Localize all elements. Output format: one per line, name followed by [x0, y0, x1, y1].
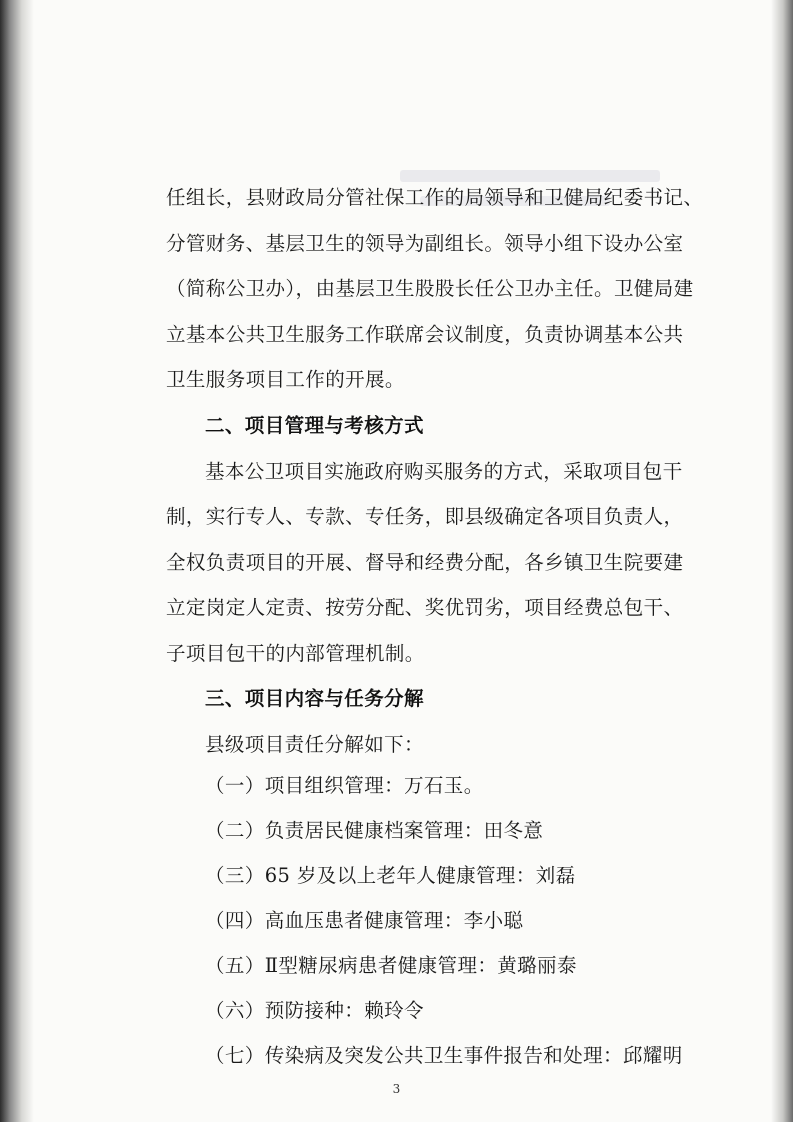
text-line: 分管财务、基层卫生的领导为副组长。领导小组下设办公室 — [166, 231, 684, 255]
section-heading: 二、项目管理与考核方式 — [205, 414, 424, 437]
text-line: 县级项目责任分解如下： — [205, 732, 424, 756]
scan-edge-right — [771, 0, 793, 1122]
text-line: 子项目包干的内部管理机制。 — [166, 641, 425, 665]
list-item: （七）传染病及突发公共卫生事件报告和处理：邱耀明 — [205, 1044, 683, 1067]
section-management — [166, 403, 684, 676]
text-line: （简称公卫办），由基层卫生股股长任公卫办主任。卫健局建 — [166, 277, 694, 300]
list-item: （二）负责居民健康档案管理：田冬意 — [205, 819, 544, 842]
list-item: （一）项目组织管理：万石玉。 — [205, 774, 484, 797]
text-line: 全权负责项目的开展、督导和经费分配，各乡镇卫生院要建 — [166, 550, 684, 574]
text-line: 卫生服务项目工作的开展。 — [166, 368, 405, 391]
text-line: 任组长，县财政局分管社保工作的局领导和卫健局纪委书记、 — [166, 186, 704, 209]
scan-edge-left — [0, 0, 34, 1122]
text-line: 制，实行专人、专款、专任务，即县级确定各项目负责人， — [166, 505, 684, 528]
section-heading: 三、项目内容与任务分解 — [205, 687, 424, 710]
text-line: 立定岗定人定责、按劳分配、奖优罚劣，项目经费总包干、 — [166, 596, 684, 619]
text-line: 基本公卫项目实施政府购买服务的方式，采取项目包干 — [205, 459, 683, 483]
text-line: 立基本公共卫生服务工作联席会议制度，负责协调基本公共 — [166, 322, 684, 346]
section-tasks — [166, 676, 636, 767]
paragraph-intro — [166, 175, 704, 403]
list-item: （五）Ⅱ型糖尿病患者健康管理：黄璐丽泰 — [205, 954, 577, 977]
list-item: （六）预防接种：赖玲令 — [205, 999, 424, 1022]
page-number: 3 — [392, 1082, 401, 1096]
list-item: （三）65 岁及以上老年人健康管理：刘磊 — [205, 864, 576, 887]
list-item: （四）高血压患者健康管理：李小聪 — [205, 909, 524, 932]
